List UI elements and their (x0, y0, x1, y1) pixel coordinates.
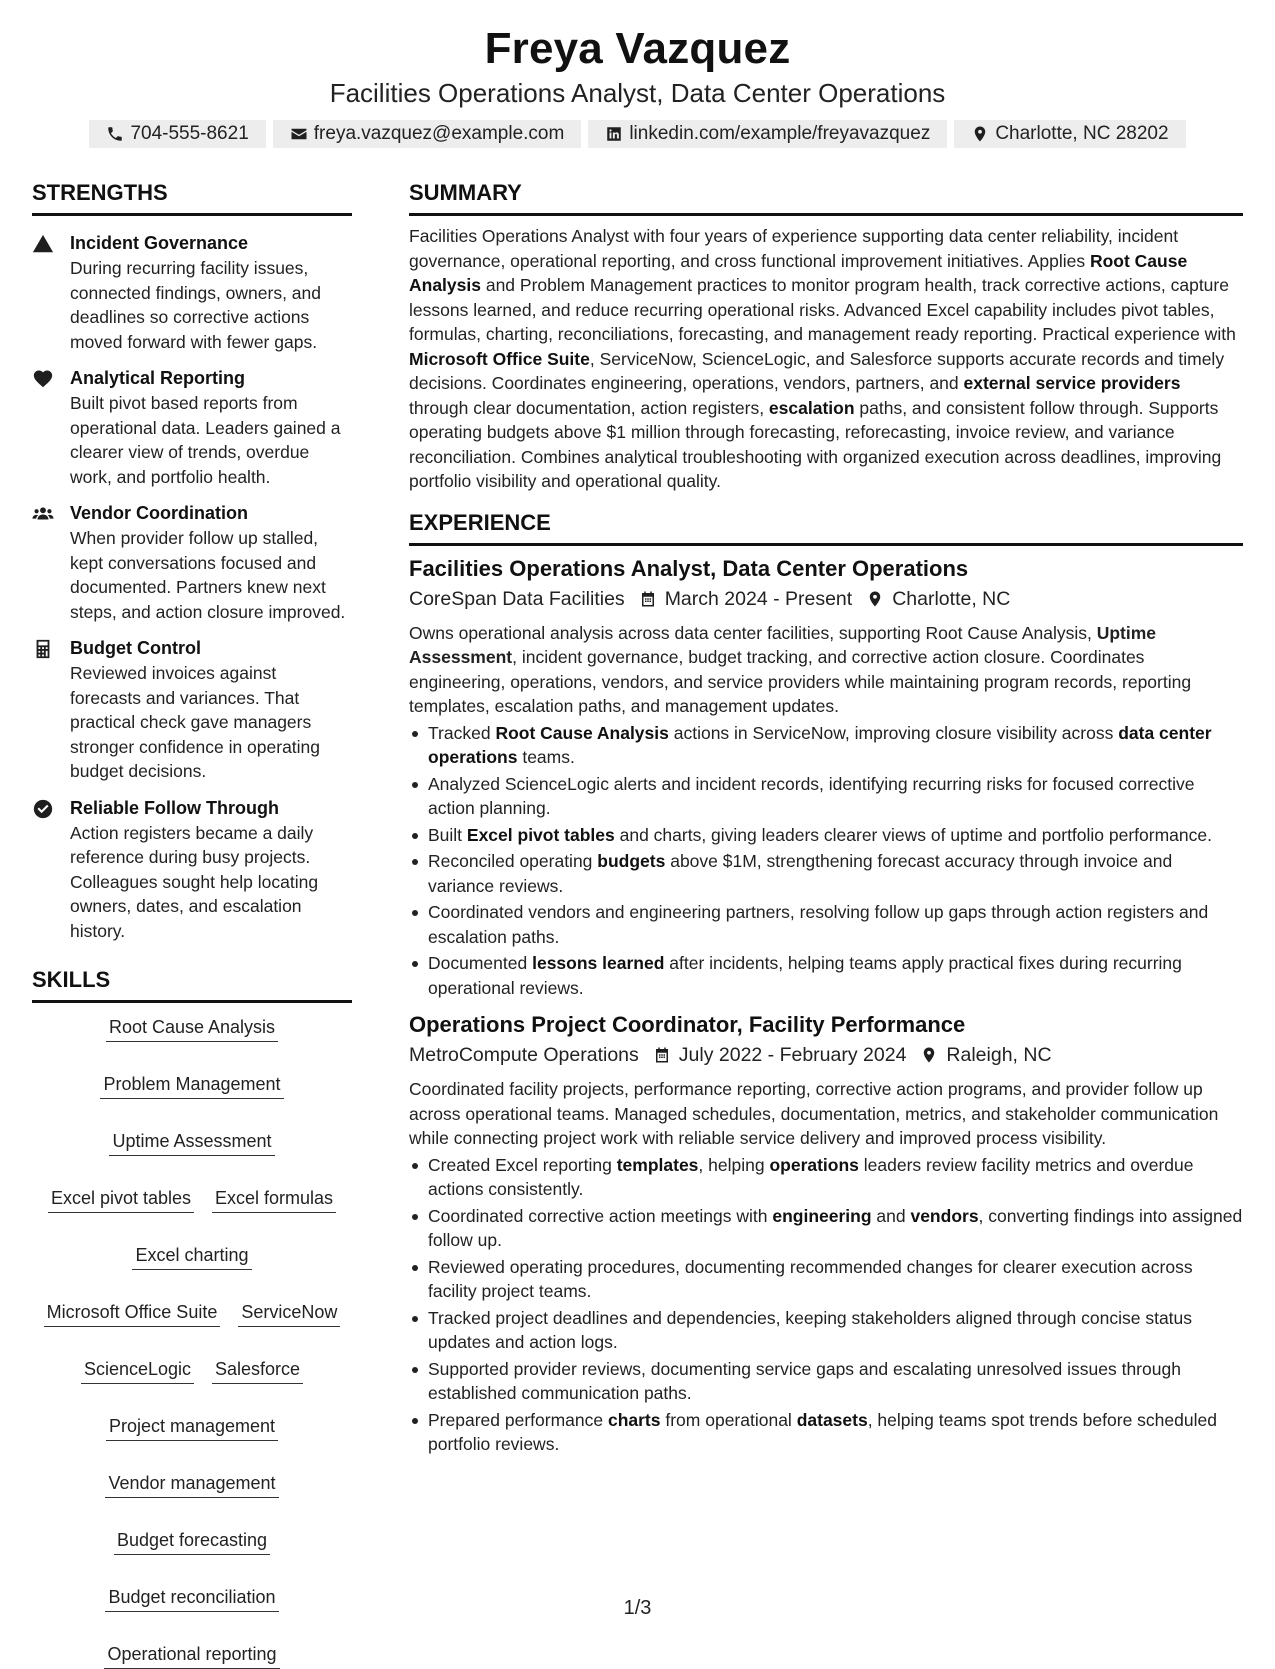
skill-tag: ServiceNow (238, 1300, 340, 1327)
skill-tag: Vendor management (105, 1471, 278, 1498)
skill-tag: Microsoft Office Suite (44, 1300, 221, 1327)
contact-email-text: freya.vazquez@example.com (313, 123, 565, 144)
skill-tag: Budget reconciliation (105, 1585, 278, 1612)
bold-phrase: lessons learned (532, 953, 665, 973)
contact-location-text: Charlotte, NC 28202 (995, 123, 1169, 144)
heart-icon (32, 368, 54, 390)
job-bullet: Tracked project deadlines and dependencies, keeping stakeholders aligned through concise status updates and action logs. (409, 1306, 1243, 1355)
linkedin-icon (605, 125, 623, 143)
bold-phrase: Root Cause Analysis (495, 722, 669, 743)
skill-tag: Excel pivot tables (48, 1186, 194, 1213)
resume-header (0, 22, 1275, 148)
job-description: Coordinated facility projects, performance reporting, corrective action programs, and provider follow up across operational teams. Managed schedules, documentation, metrics, and stakeholder communication while connecting project work with reliable service delivery and improved process visibility. (409, 1079, 1219, 1148)
users-icon (32, 503, 54, 525)
strength-desc: Reviewed invoices against forecasts and variances. That practical check gave managers stronger confidence in operating budget decisions. (70, 663, 321, 781)
contact-phone[interactable] (89, 120, 265, 148)
right-column (409, 178, 1243, 1459)
bold-phrase: data center operations (428, 722, 1212, 767)
job-bullet: Coordinated corrective action meetings with engineering and vendors, converting findings into assigned follow up. (409, 1204, 1243, 1253)
skill-tag: Budget forecasting (114, 1528, 270, 1555)
bold-phrase: escalation (768, 397, 855, 418)
bold-phrase: Root Cause Analysis (409, 250, 1188, 295)
contact-phone-text: 704-555-8621 (130, 123, 249, 144)
candidate-name: Freya Vazquez (484, 24, 791, 73)
bold-phrase: Microsoft Office Suite (409, 348, 590, 369)
job-dates: March 2024 - Present (664, 587, 853, 610)
strength-desc: Built pivot based reports from operational data. Leaders gained a clearer view of trends, overdue work, and portfolio health. (70, 393, 341, 487)
job-bullets (409, 1153, 1243, 1457)
location-icon (866, 590, 884, 608)
bold-phrase: budgets (597, 851, 666, 871)
strengths-heading: STRENGTHS (32, 178, 352, 216)
contact-location (954, 120, 1185, 148)
job-bullet: Prepared performance charts from operational datasets, helping teams spot trends before scheduled portfolio reviews. (409, 1408, 1243, 1457)
warning-icon (32, 233, 54, 255)
strength-item (32, 635, 352, 784)
job-bullet: Reconciled operating budgets above $1M, strengthening forecast accuracy through invoice and variance reviews. (409, 849, 1243, 898)
job-location: Charlotte, NC (892, 587, 1011, 610)
job-bullet: Tracked Root Cause Analysis actions in ServiceNow, improving closure visibility across data center operations teams. (409, 721, 1243, 770)
job-company: MetroCompute Operations (409, 1044, 639, 1066)
skill-tag: Excel formulas (212, 1186, 336, 1213)
bold-phrase: operations (769, 1154, 859, 1175)
location-icon (971, 125, 989, 143)
calendar-icon (639, 590, 657, 608)
job-bullet: Coordinated vendors and engineering partners, resolving follow up gaps through action registers and escalation paths. (409, 900, 1243, 949)
strength-title: Analytical Reporting (70, 368, 246, 388)
job-bullet: Reviewed operating procedures, documenting recommended changes for clearer execution across facility project teams. (409, 1255, 1243, 1304)
strength-title: Incident Governance (70, 233, 249, 253)
job-meta (409, 1041, 1243, 1069)
job-title: Facilities Operations Analyst, Data Center Operations (409, 555, 969, 581)
skill-tag: Problem Management (100, 1072, 283, 1099)
strength-item (32, 500, 352, 624)
calculator-icon (32, 638, 54, 660)
experience-heading: EXPERIENCE (409, 508, 1243, 546)
skills-heading: SKILLS (32, 965, 352, 1003)
job-company: CoreSpan Data Facilities (409, 587, 625, 610)
bold-phrase: Excel pivot tables (466, 824, 615, 845)
bold-phrase: external service providers (963, 373, 1181, 393)
skill-tag: Salesforce (212, 1357, 303, 1384)
left-column (32, 178, 352, 1669)
job-bullets (409, 721, 1243, 1001)
strength-desc: Action registers became a daily reference during busy projects. Colleagues sought help locating owners, dates, and escalation history. (70, 822, 319, 941)
strength-title: Vendor Coordination (70, 503, 248, 523)
job-dates: July 2022 - February 2024 (678, 1044, 907, 1066)
skill-tag: Root Cause Analysis (106, 1015, 278, 1042)
summary-heading: SUMMARY (409, 178, 1243, 216)
job-description: Owns operational analysis across data center facilities, supporting Root Cause Analysis, Uptime Assessment, incident governance, budget tracking, and corrective action closure. Coordinates engineering, operations, vendors, and service providers while maintaining program records, reporting templates, escalation paths, and management updates. (409, 622, 1192, 716)
job-bullet: Built Excel pivot tables and charts, giving leaders clearer views of uptime and portfolio performance. (409, 823, 1243, 848)
strength-title: Reliable Follow Through (70, 797, 279, 818)
job-title: Operations Project Coordinator, Facility Performance (409, 1012, 966, 1037)
strength-desc: During recurring facility issues, connected findings, owners, and deadlines so corrective actions moved forward with fewer gaps. (70, 258, 321, 352)
job-entry (409, 1010, 1243, 1457)
bold-phrase: templates (616, 1154, 699, 1175)
job-meta (409, 585, 1243, 613)
contact-linkedin-text: linkedin.com/example/freyavazquez (629, 123, 931, 144)
contact-bar (0, 120, 1275, 148)
job-bullet: Documented lessons learned after incidents, helping teams apply practical fixes during recurring operational reviews. (409, 951, 1243, 1000)
strength-title: Budget Control (70, 638, 201, 658)
strength-desc: When provider follow up stalled, kept conversations focused and documented. Partners knew next steps, and action closure improved. (70, 528, 346, 622)
check-circle-icon (32, 798, 54, 820)
job-bullet: Analyzed ScienceLogic alerts and incident records, identifying recurring risks for focused corrective action planning. (409, 772, 1243, 821)
skill-tag: Project management (106, 1414, 278, 1441)
bold-phrase: datasets (796, 1409, 868, 1430)
candidate-title: Facilities Operations Analyst, Data Center Operations (329, 78, 946, 108)
summary-text: Facilities Operations Analyst with four years of experience supporting data center reliability, incident governance, operational reporting, and cross functional improvement initiatives. Applies Root Cause Analysis and Problem Management practices to monitor program health, track corrective actions, capture lessons learned, and reduce recurring operational risks. Advanced Excel capability includes pivot tables, formulas, charting, reconciliations, forecasting, and management ready reporting. Practical experience with Microsoft Office Suite, ServiceNow, ScienceLogic, and Salesforce supports accurate records and timely decisions. Coordinates engineering, operations, vendors, partners, and external service providers through clear documentation, action registers, escalation paths, and consistent follow through. Supports operating budgets above $1 million through forecasting, reforecasting, invoice review, and variance reconciliation. Combines analytical troubleshooting with organized execution across deadlines, improving portfolio visibility and operational quality. (409, 226, 1236, 491)
contact-linkedin[interactable] (588, 120, 947, 148)
skill-tag: ScienceLogic (81, 1357, 194, 1384)
job-bullet: Supported provider reviews, documenting service gaps and escalating unresolved issues through established communication paths. (409, 1357, 1243, 1406)
strength-item (32, 795, 352, 944)
contact-email[interactable] (273, 120, 582, 148)
calendar-icon (653, 1046, 671, 1064)
skill-tag: Uptime Assessment (109, 1129, 274, 1156)
skills-list (32, 1015, 352, 1669)
strength-item (32, 230, 352, 354)
bold-phrase: vendors (910, 1205, 979, 1226)
bold-phrase: engineering (772, 1205, 872, 1226)
bold-phrase: charts (607, 1409, 661, 1430)
job-location: Raleigh, NC (946, 1044, 1052, 1066)
bold-phrase: Uptime Assessment (409, 622, 1157, 667)
strength-item (32, 365, 352, 489)
email-icon (290, 125, 308, 143)
job-entry (409, 554, 1243, 1001)
skill-tag: Excel charting (132, 1243, 251, 1270)
skill-tag: Operational reporting (104, 1642, 279, 1669)
phone-icon (106, 125, 124, 143)
location-icon (920, 1046, 938, 1064)
job-bullet: Created Excel reporting templates, helping operations leaders review facility metrics and overdue actions consistently. (409, 1153, 1243, 1202)
page-number: 1/3 (623, 1597, 652, 1619)
